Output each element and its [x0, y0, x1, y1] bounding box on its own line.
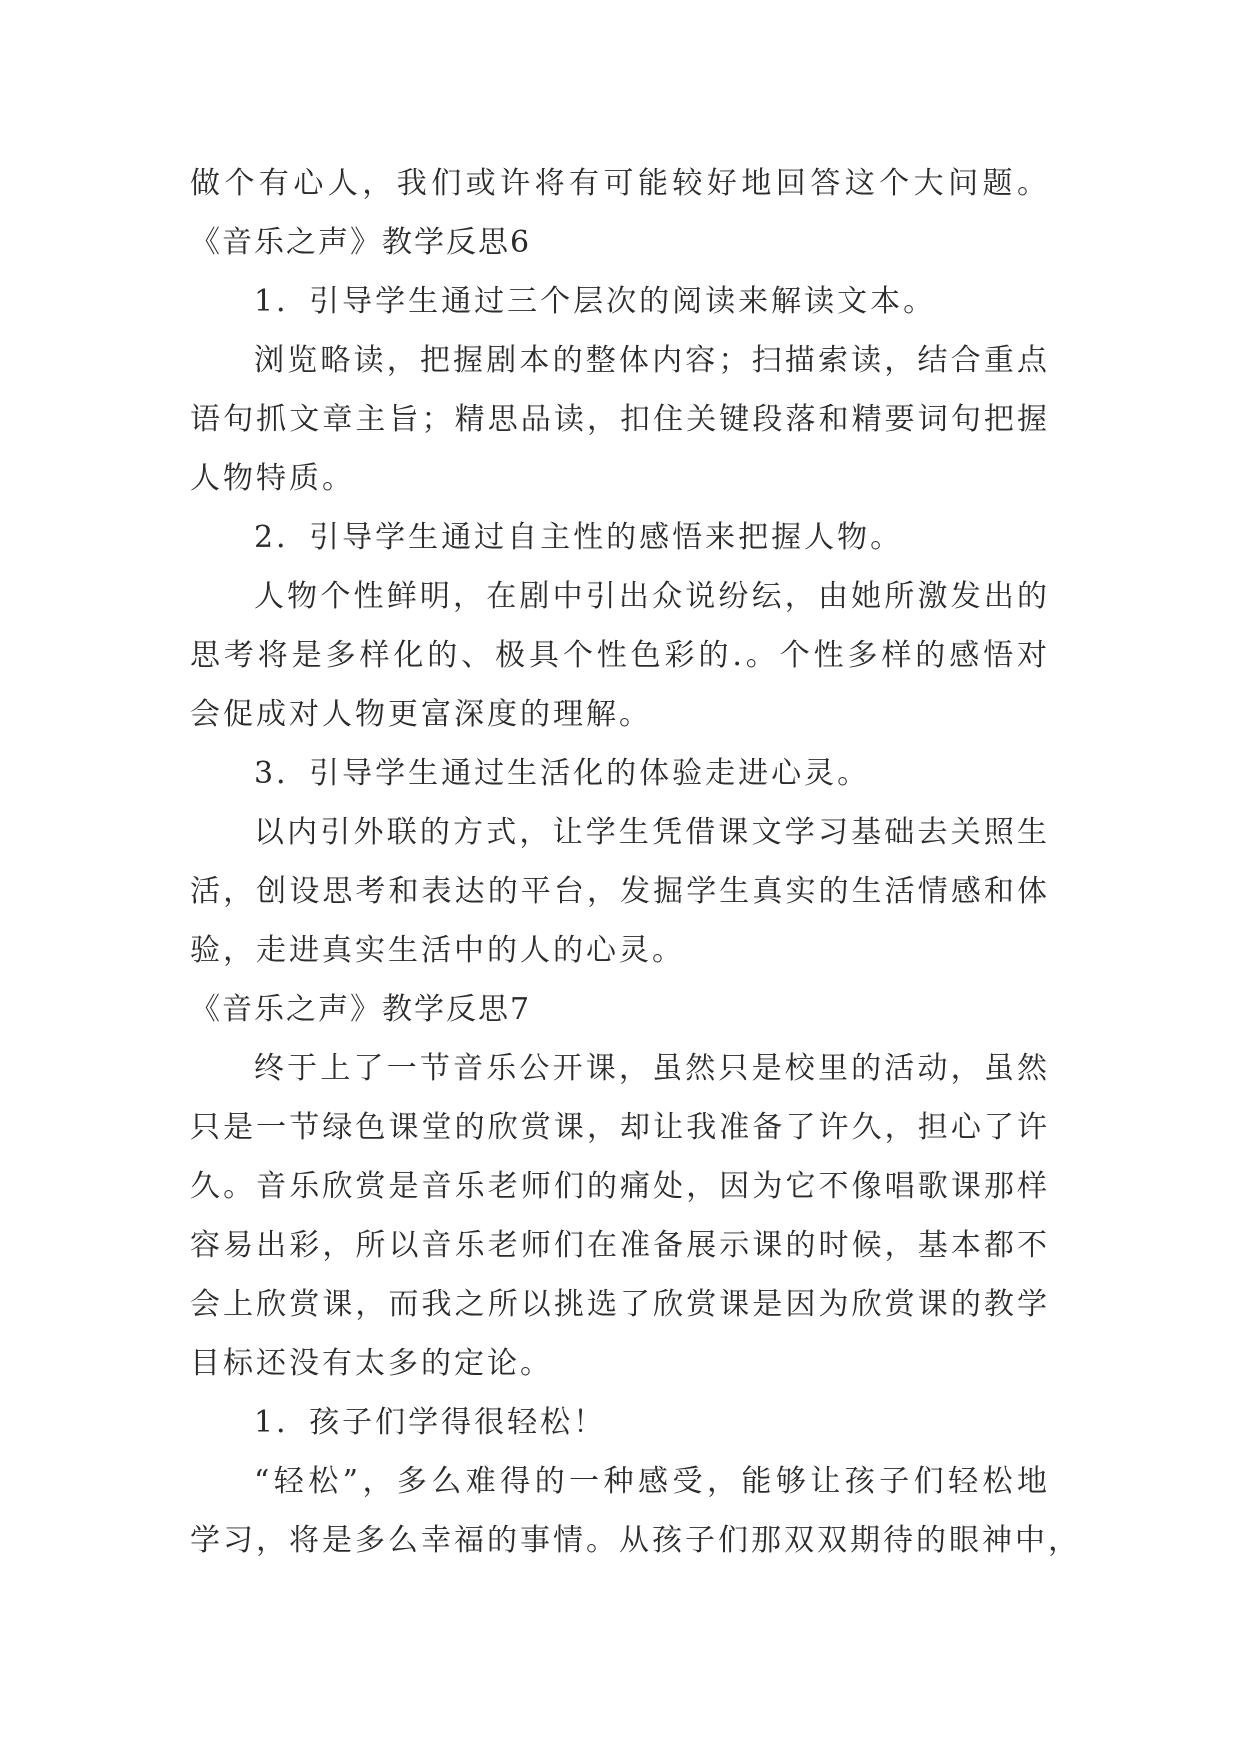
paragraph-line: 久。音乐欣赏是音乐老师们的痛处，因为它不像唱歌课那样 — [190, 1169, 1050, 1204]
paragraph-line: 思考将是多样化的、极具个性色彩的.。个性多样的感悟对 — [190, 638, 1050, 673]
paragraph-line: 只是一节绿色课堂的欣赏课，却让我准备了许久，担心了许 — [190, 1110, 1050, 1145]
list-item: 2．引导学生通过自主性的感悟来把握人物。 — [254, 520, 904, 555]
paragraph-line: 容易出彩，所以音乐老师们在准备展示课的时候，基本都不 — [190, 1228, 1050, 1263]
paragraph-line: 会上欣赏课，而我之所以挑选了欣赏课是因为欣赏课的教学 — [190, 1287, 1050, 1322]
paragraph-line: 浏览略读，把握剧本的整体内容；扫描索读，结合重点 — [254, 343, 1050, 378]
paragraph-line: 活，创设思考和表达的平台，发掘学生真实的生活情感和体 — [190, 874, 1050, 909]
paragraph-line: 语句抓文章主旨；精思品读，扣住关键段落和精要词句把握 — [190, 402, 1050, 437]
list-item: 3．引导学生通过生活化的体验走进心灵。 — [254, 756, 871, 791]
list-item: 1．引导学生通过三个层次的阅读来解读文本。 — [254, 284, 937, 319]
list-item: 1．孩子们学得很轻松！ — [254, 1405, 607, 1440]
paragraph-line: 学习，将是多么幸福的事情。从孩子们那双双期待的眼神中， — [190, 1523, 1081, 1558]
paragraph-line: 做个有心人，我们或许将有可能较好地回答这个大问题。 — [190, 166, 1050, 201]
paragraph-line: “轻松”，多么难得的一种感受，能够让孩子们轻松地 — [254, 1464, 1050, 1499]
section-heading: 《音乐之声》教学反思6 — [190, 225, 532, 260]
paragraph-line: 人物个性鲜明，在剧中引出众说纷纭，由她所激发出的 — [254, 579, 1050, 614]
paragraph-line: 人物特质。 — [190, 461, 355, 496]
document-page — [190, 154, 1081, 1570]
paragraph-line: 终于上了一节音乐公开课，虽然只是校里的活动，虽然 — [254, 1051, 1050, 1086]
section-heading: 《音乐之声》教学反思7 — [190, 992, 532, 1027]
paragraph-line: 以内引外联的方式，让学生凭借课文学习基础去关照生 — [254, 815, 1050, 850]
paragraph-line: 目标还没有太多的定论。 — [190, 1346, 553, 1381]
paragraph-line: 验，走进真实生活中的人的心灵。 — [190, 933, 685, 968]
paragraph-line: 会促成对人物更富深度的理解。 — [190, 697, 652, 732]
